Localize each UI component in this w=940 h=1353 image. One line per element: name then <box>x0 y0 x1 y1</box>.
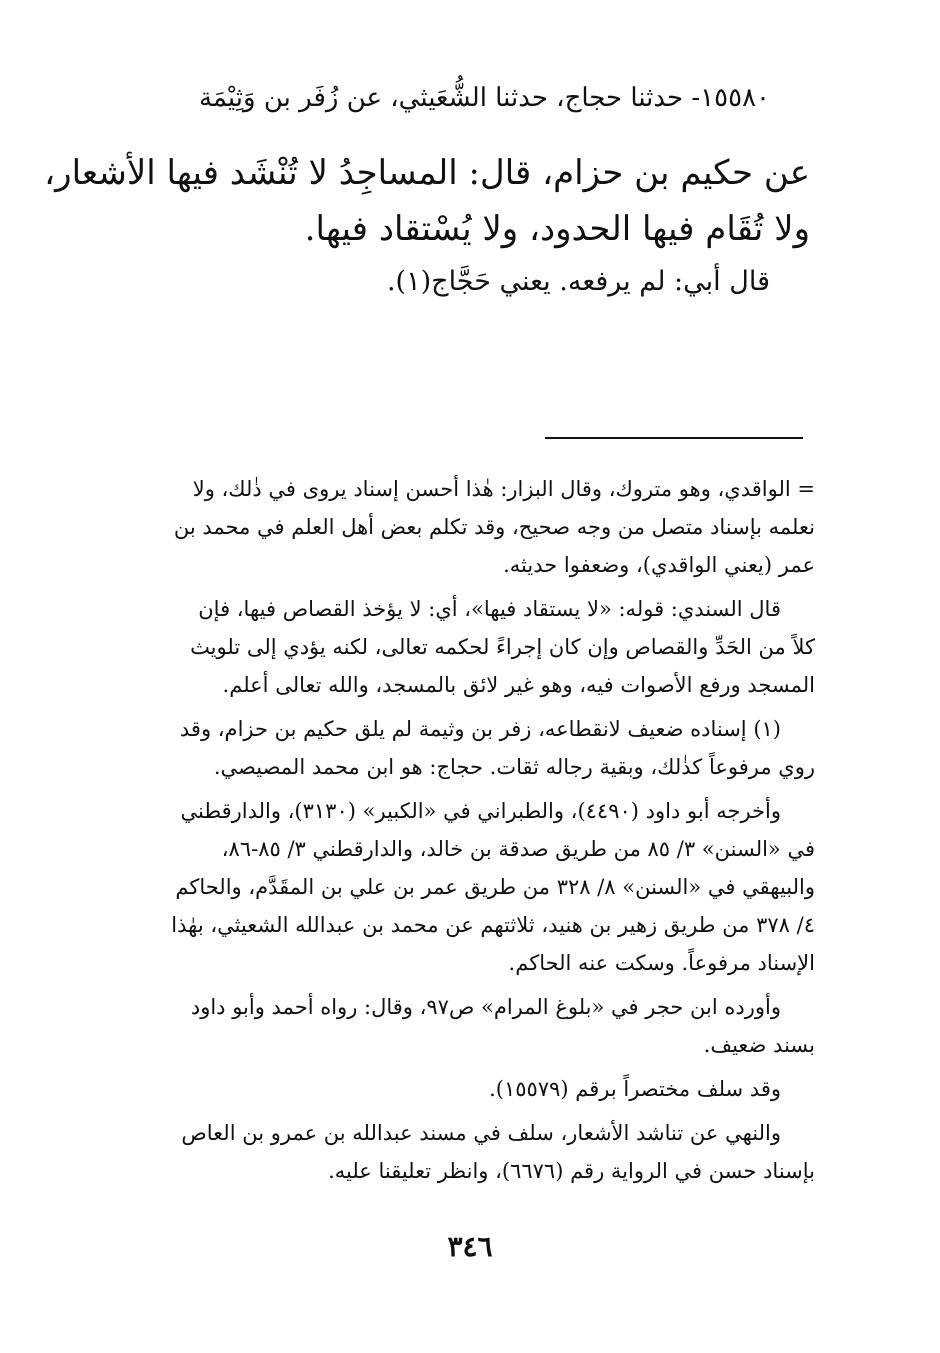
hadith-comment <box>300 262 770 302</box>
footnote-line: الإسناد مرفوعاً. وسكت عنه الحاكم. <box>508 951 815 975</box>
hadith-text-line: عن حكيم بن حزام، قال: المساجِدُ لا تُنْشَد فيها الأشعار، <box>44 153 810 193</box>
footnote-line: كلاً من الحَدِّ والقصاص وإن كان إجراءً لحكمه تعالى، لكنه يؤدي إلى تلويث <box>190 635 815 659</box>
hadith-text-line: ولا تُقَام فيها الحدود، ولا يُسْتقاد فيها. <box>304 209 810 249</box>
hadith-text <box>44 145 810 257</box>
footnote-line: المسجد ورفع الأصوات فيه، وهو غير لائق بالمسجد، والله تعالى أعلم. <box>222 673 815 697</box>
footnote-line: والنهي عن تناشد الأشعار، سلف في مسند عبدالله بن عمرو بن العاص <box>181 1121 781 1145</box>
footnote-line: نعلمه بإسناد متصل من وجه صحيح، وقد تكلم بعض أهل العلم في محمد بن <box>173 515 815 539</box>
footnote-line: بإسناد حسن في الرواية رقم (٦٦٧٦)، وانظر تعليقنا عليه. <box>328 1159 815 1183</box>
footnote-paragraph <box>100 710 815 786</box>
hadith-header <box>150 78 770 118</box>
footnote-paragraph <box>100 792 815 982</box>
footnote-line: = الواقدي، وهو متروك، وقال البزار: هٰذا أحسن إسناد يروى في ذٰلك، ولا <box>192 477 815 501</box>
footnote-paragraph <box>100 988 815 1064</box>
footnote-line: (١) إسناده ضعيف لانقطاعه، زفر بن وثيمة لم يلق حكيم بن حزام، وقد <box>179 717 781 741</box>
footnote-paragraph <box>100 590 815 704</box>
footnote-paragraph <box>100 470 815 584</box>
footnote-line: والبيهقي في «السنن» ٨/ ٣٢٨ من طريق عمر بن علي بن المقَدَّم، والحاكم <box>175 875 815 899</box>
footnote-line: وأورده ابن حجر في «بلوغ المرام» ص٩٧، وقال: رواه أحمد وأبو داود <box>190 995 781 1019</box>
footnote-line: في «السنن» ٣/ ٨٥ من طريق صدقة بن خالد، والدارقطني ٣/ ٨٥-٨٦، <box>221 837 815 861</box>
footnote-paragraph <box>100 1114 815 1190</box>
footnote-line: بسند ضعيف. <box>703 1033 815 1057</box>
footnote-line: قال السندي: قوله: «لا يستقاد فيها»، أي: لا يؤخذ القصاص فيها، فإن <box>198 597 781 621</box>
footnote-separator <box>545 437 803 439</box>
footnote-line: عمر (يعني الواقدي)، وضعفوا حديثه. <box>503 553 815 577</box>
footnote-line: وأخرجه أبو داود (٤٤٩٠)، والطبراني في «الكبير» (٣١٣٠)، والدارقطني <box>180 799 781 823</box>
footnote-line: روي مرفوعاً كذٰلك، وبقية رجاله ثقات. حجاج: هو ابن محمد المصيصي. <box>213 755 815 779</box>
hadith-isnad-line: ١٥٥٨٠- حدثنا حجاج، حدثنا الشُّعَيثي، عن زُفَر بن وَثِيْمَة <box>198 83 770 113</box>
footnote-line: وقد سلف مختصراً برقم (١٥٥٧٩). <box>489 1077 781 1101</box>
footnote-paragraph <box>100 1070 815 1108</box>
page-number: ٣٤٦ <box>447 1230 493 1263</box>
comment-line: قال أبي: لم يرفعه. يعني حَجَّاج(١). <box>386 266 770 297</box>
footnote-line: ٤/ ٣٧٨ من طريق زهير بن هنيد، ثلاثتهم عن محمد بن عبدالله الشعيثي، بهٰذا <box>171 913 815 937</box>
footnotes <box>100 470 815 1196</box>
